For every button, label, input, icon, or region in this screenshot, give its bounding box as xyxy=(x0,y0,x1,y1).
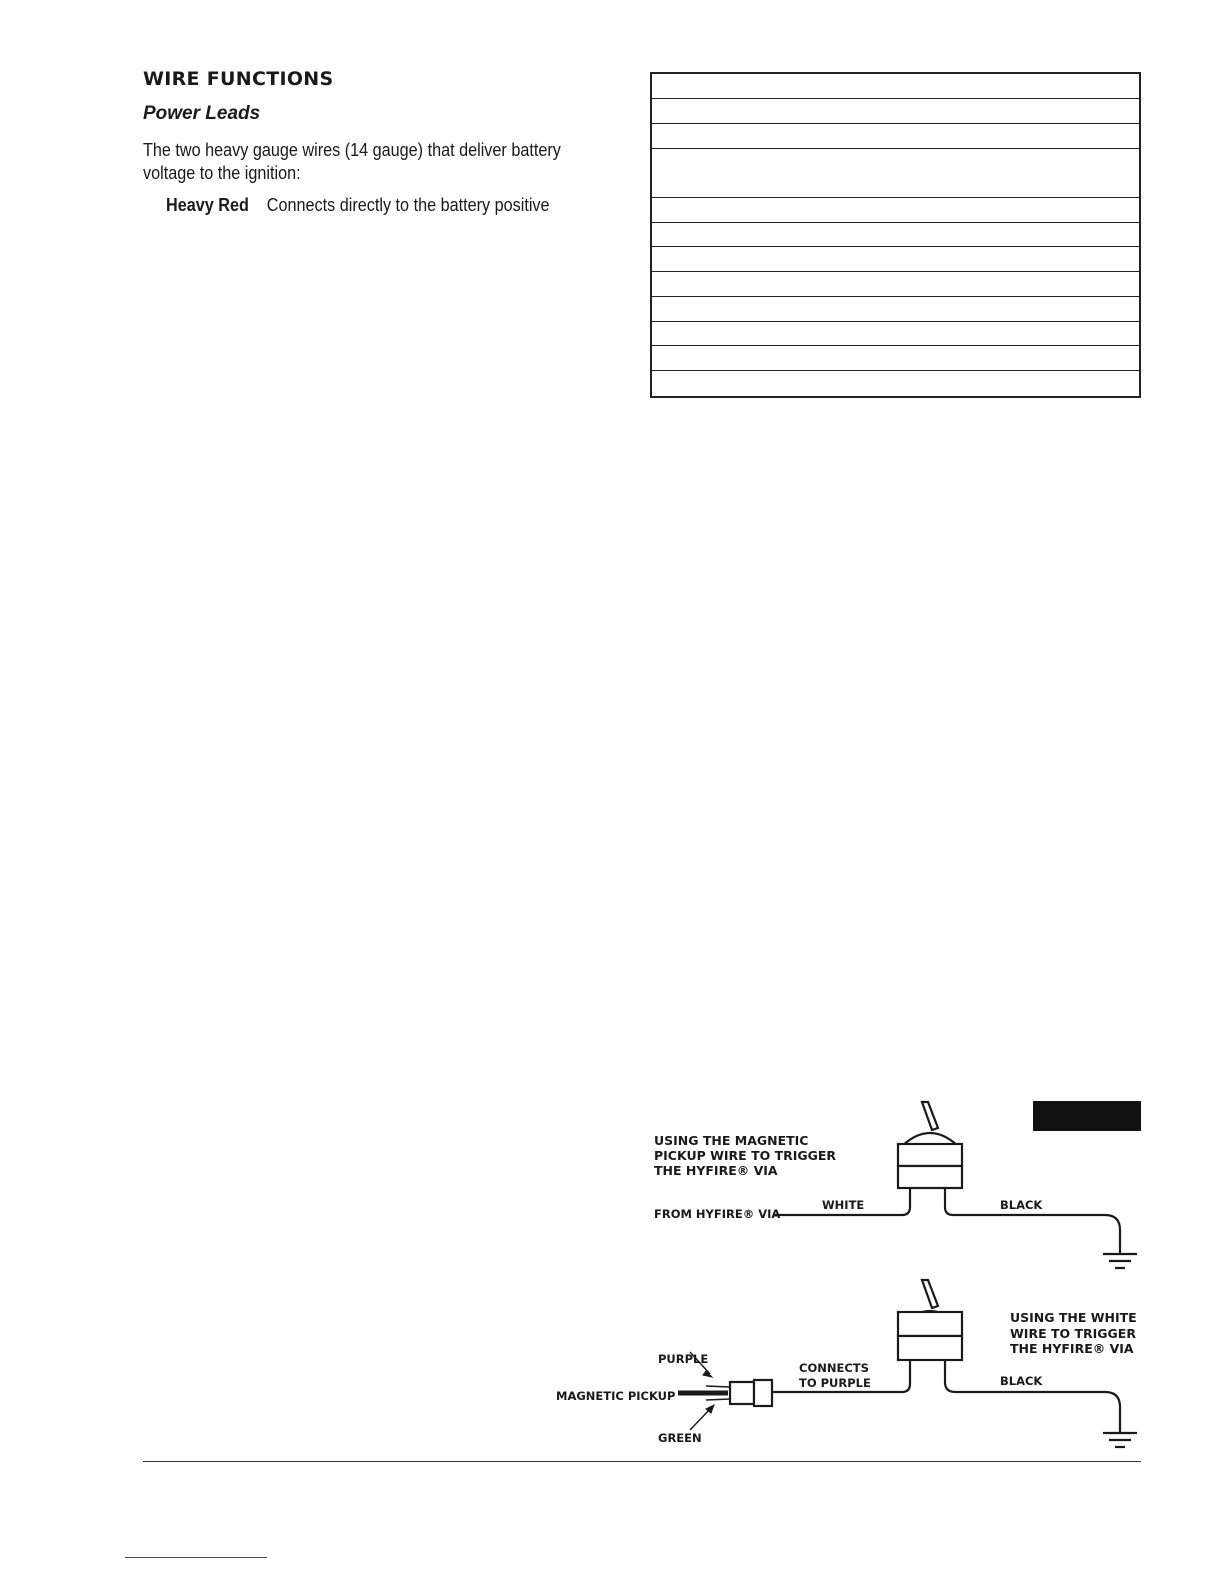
caption-bottom-line-3: THE HYFIRE® VIA xyxy=(1010,1341,1134,1356)
footer-rule xyxy=(143,1461,1141,1462)
wire-label-black-top: BLACK xyxy=(1000,1198,1043,1212)
connects-label-line-1: CONNECTS xyxy=(799,1361,869,1375)
caption-bottom-line-2: WIRE TO TRIGGER xyxy=(1010,1326,1136,1341)
toggle-switch-bottom xyxy=(898,1280,962,1360)
body-paragraph: The two heavy gauge wires (14 gauge) that deliver battery voltage to the ignition: xyxy=(143,140,561,183)
lead-definition xyxy=(166,195,550,216)
table-row-divider xyxy=(652,370,1139,371)
table-row-divider xyxy=(652,123,1139,124)
caption-top-line-3: THE HYFIRE® VIA xyxy=(654,1163,778,1178)
table-row-divider xyxy=(652,222,1139,223)
wire-label-black-bottom: BLACK xyxy=(1000,1374,1043,1388)
source-label: FROM HYFIRE® VIA xyxy=(654,1207,781,1221)
table-row-divider xyxy=(652,246,1139,247)
pickup-connector xyxy=(678,1380,772,1406)
pickup-label: MAGNETIC PICKUP xyxy=(556,1389,676,1403)
caption-top-line-1: USING THE MAGNETIC xyxy=(654,1133,809,1148)
wire-table xyxy=(650,72,1141,398)
ground-icon xyxy=(1103,1254,1137,1268)
lead-name: Heavy Red xyxy=(166,195,249,215)
table-row-divider xyxy=(652,197,1139,198)
wiring-diagram xyxy=(540,1090,1160,1460)
wire-label-white: WHITE xyxy=(822,1198,865,1212)
green-label: GREEN xyxy=(658,1431,702,1445)
subsection-title: Power Leads xyxy=(143,103,261,124)
purple-label: PURPLE xyxy=(658,1352,709,1366)
black-wire-bottom xyxy=(945,1360,1120,1432)
table-row-divider xyxy=(652,321,1139,322)
table-row-divider xyxy=(652,98,1139,99)
connects-label-line-2: TO PURPLE xyxy=(799,1376,871,1390)
table-row-divider xyxy=(652,345,1139,346)
table-row-divider xyxy=(652,271,1139,272)
caption-top-line-2: PICKUP WIRE TO TRIGGER xyxy=(654,1148,837,1163)
caption-bottom-line-1: USING THE WHITE xyxy=(1010,1310,1137,1325)
ground-icon xyxy=(1103,1433,1137,1447)
footer-link-underline[interactable] xyxy=(125,1557,267,1558)
table-row-divider xyxy=(652,296,1139,297)
toggle-switch-top xyxy=(898,1102,962,1188)
lead-description: Connects directly to the battery positive xyxy=(266,195,550,215)
table-row-divider xyxy=(652,148,1139,149)
section-title: WIRE FUNCTIONS xyxy=(143,68,334,90)
